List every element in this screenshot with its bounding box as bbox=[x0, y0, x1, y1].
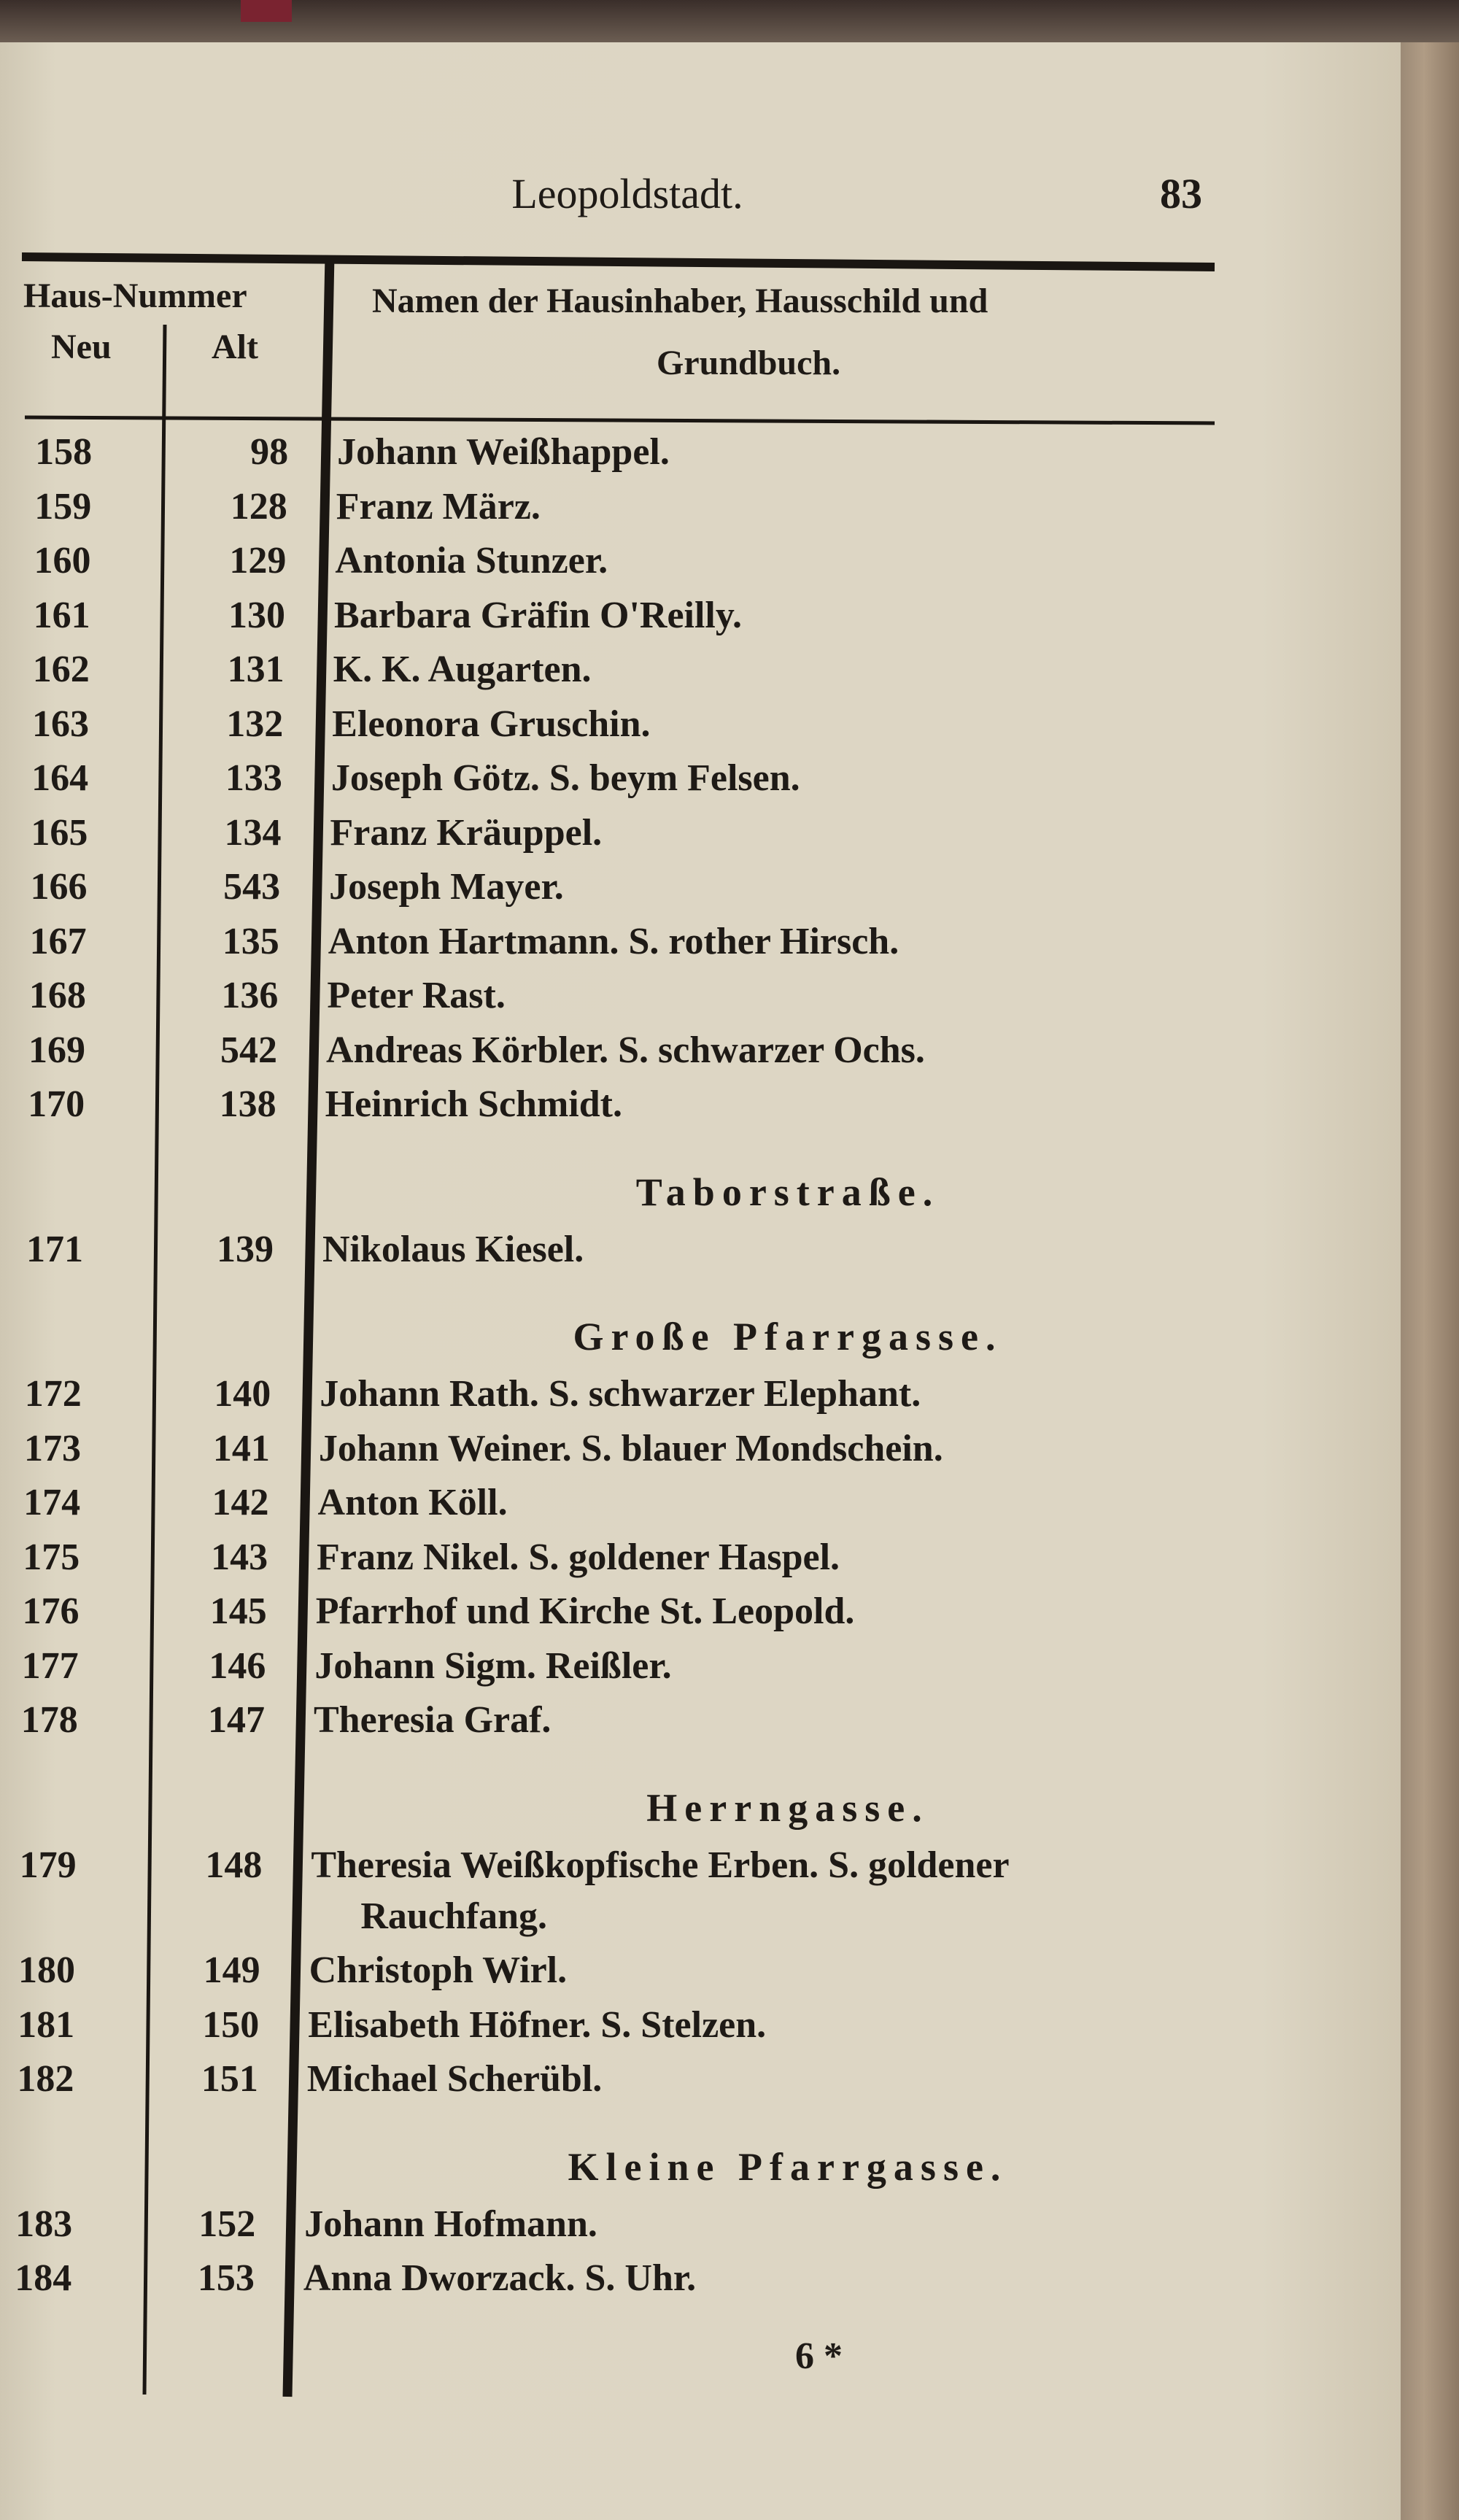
header-names-line2: Grundbuch. bbox=[657, 344, 841, 382]
house-number-old: 150 bbox=[202, 2003, 260, 2046]
house-number-old: 543 bbox=[223, 866, 281, 908]
owner-name: Anna Dworzack. S. Uhr. bbox=[303, 2257, 697, 2299]
house-number-new: 176 bbox=[22, 1591, 80, 1632]
top-rule bbox=[22, 257, 1215, 267]
owner-name: Nikolaus Kiesel. bbox=[322, 1228, 584, 1270]
house-number-old: 151 bbox=[201, 2058, 258, 2100]
house-number-new: 169 bbox=[28, 1029, 85, 1071]
street-heading: Große Pfarrgasse. bbox=[573, 1315, 1003, 1358]
header-alt: Alt bbox=[212, 328, 258, 366]
header-bottom-rule bbox=[25, 417, 1215, 423]
house-number-old: 148 bbox=[205, 1844, 263, 1886]
owner-name: Franz Kräuppel. bbox=[330, 811, 603, 854]
house-number-new: 178 bbox=[20, 1699, 78, 1741]
house-number-old: 128 bbox=[230, 485, 287, 527]
house-number-old: 542 bbox=[220, 1029, 277, 1071]
owner-name: Johann Weißhappel. bbox=[337, 431, 670, 473]
house-number-old: 136 bbox=[221, 975, 279, 1016]
owner-name-continued: Rauchfang. bbox=[360, 1895, 548, 1937]
house-number-new: 180 bbox=[18, 1949, 75, 1991]
signature-mark: 6 * bbox=[795, 2335, 843, 2377]
house-number-new: 167 bbox=[29, 920, 87, 962]
house-number-old: 129 bbox=[229, 540, 287, 581]
house-number-new: 170 bbox=[28, 1083, 85, 1125]
house-number-new: 163 bbox=[31, 703, 89, 745]
house-number-old: 153 bbox=[197, 2257, 255, 2299]
house-number-new: 184 bbox=[15, 2257, 72, 2299]
owner-name: K. K. Augarten. bbox=[333, 649, 592, 690]
house-number-new: 181 bbox=[18, 2003, 75, 2046]
house-number-new: 177 bbox=[21, 1644, 79, 1687]
house-number-old: 146 bbox=[209, 1644, 266, 1687]
owner-name: Johann Rath. S. schwarzer Elephant. bbox=[320, 1373, 921, 1415]
house-number-old: 139 bbox=[216, 1228, 274, 1270]
house-number-old: 149 bbox=[203, 1949, 260, 1991]
running-head: Leopoldstadt. bbox=[511, 170, 743, 217]
house-number-new: 182 bbox=[17, 2058, 74, 2100]
street-heading: Kleine Pfarrgasse. bbox=[568, 2144, 1008, 2189]
house-number-old: 131 bbox=[227, 649, 285, 690]
house-number-new: 175 bbox=[23, 1536, 80, 1578]
owner-name: Antonia Stunzer. bbox=[335, 540, 608, 581]
house-number-new: 174 bbox=[23, 1482, 81, 1523]
house-number-new: 179 bbox=[19, 1844, 77, 1886]
owner-name: Franz Nikel. S. goldener Haspel. bbox=[317, 1536, 840, 1578]
house-number-old: 152 bbox=[198, 2203, 256, 2245]
house-number-old: 134 bbox=[224, 811, 282, 854]
house-number-new: 161 bbox=[33, 594, 90, 636]
header-haus-nummer: Haus-Nummer bbox=[23, 277, 247, 315]
owner-name: Anton Köll. bbox=[317, 1482, 508, 1523]
owner-name: Heinrich Schmidt. bbox=[325, 1083, 622, 1125]
house-number-old: 98 bbox=[250, 431, 289, 473]
house-number-old: 132 bbox=[226, 703, 284, 745]
house-number-old: 135 bbox=[222, 920, 279, 962]
owner-name: Joseph Mayer. bbox=[329, 866, 564, 908]
owner-name: Theresia Graf. bbox=[314, 1699, 552, 1741]
house-number-old: 133 bbox=[225, 757, 282, 799]
house-number-new: 165 bbox=[31, 811, 88, 854]
house-number-new: 166 bbox=[30, 866, 88, 908]
street-heading: Taborstraße. bbox=[635, 1170, 940, 1214]
owner-name: Johann Sigm. Reißler. bbox=[314, 1644, 672, 1687]
house-number-new: 173 bbox=[23, 1427, 81, 1469]
owner-name: Johann Hofmann. bbox=[304, 2203, 597, 2245]
house-number-new: 164 bbox=[31, 757, 89, 799]
owner-name: Michael Scherübl. bbox=[306, 2058, 603, 2100]
owner-name: Franz März. bbox=[336, 485, 541, 527]
house-number-old: 138 bbox=[219, 1083, 276, 1125]
owner-name: Eleonora Gruschin. bbox=[332, 703, 651, 745]
owner-name: Elisabeth Höfner. S. Stelzen. bbox=[308, 2003, 767, 2046]
owner-name: Johann Weiner. S. blauer Mondschein. bbox=[318, 1427, 943, 1469]
header-neu: Neu bbox=[51, 328, 112, 366]
owner-name: Pfarrhof und Kirche St. Leopold. bbox=[315, 1591, 855, 1632]
house-number-new: 168 bbox=[28, 975, 86, 1016]
house-number-new: 183 bbox=[15, 2203, 73, 2245]
house-number-old: 142 bbox=[212, 1482, 269, 1523]
house-number-old: 141 bbox=[212, 1427, 270, 1469]
house-number-new: 159 bbox=[34, 485, 92, 527]
house-number-new: 160 bbox=[34, 540, 91, 581]
owner-name: Joseph Götz. S. beym Felsen. bbox=[330, 757, 800, 799]
house-number-new: 172 bbox=[24, 1373, 82, 1415]
house-number-old: 143 bbox=[211, 1536, 268, 1578]
owner-name: Theresia Weißkopfische Erben. S. goldener bbox=[311, 1844, 1010, 1886]
page-number: 83 bbox=[1160, 170, 1202, 217]
owner-name: Barbara Gräfin O'Reilly. bbox=[334, 594, 743, 636]
owner-name: Anton Hartmann. S. rother Hirsch. bbox=[328, 920, 899, 962]
house-number-new: 158 bbox=[35, 431, 93, 473]
owner-name: Peter Rast. bbox=[327, 975, 506, 1016]
house-number-old: 145 bbox=[209, 1591, 267, 1632]
owner-name: Christoph Wirl. bbox=[309, 1949, 568, 1991]
street-heading: Herrngasse. bbox=[646, 1785, 929, 1830]
header-names-line1: Namen der Hausinhaber, Hausschild und bbox=[372, 282, 988, 320]
house-number-new: 171 bbox=[26, 1228, 83, 1270]
owner-name: Andreas Körbler. S. schwarzer Ochs. bbox=[326, 1029, 925, 1071]
house-number-old: 130 bbox=[228, 594, 286, 636]
house-number-new: 162 bbox=[32, 649, 90, 690]
house-number-old: 140 bbox=[214, 1373, 271, 1415]
house-number-old: 147 bbox=[208, 1699, 265, 1741]
